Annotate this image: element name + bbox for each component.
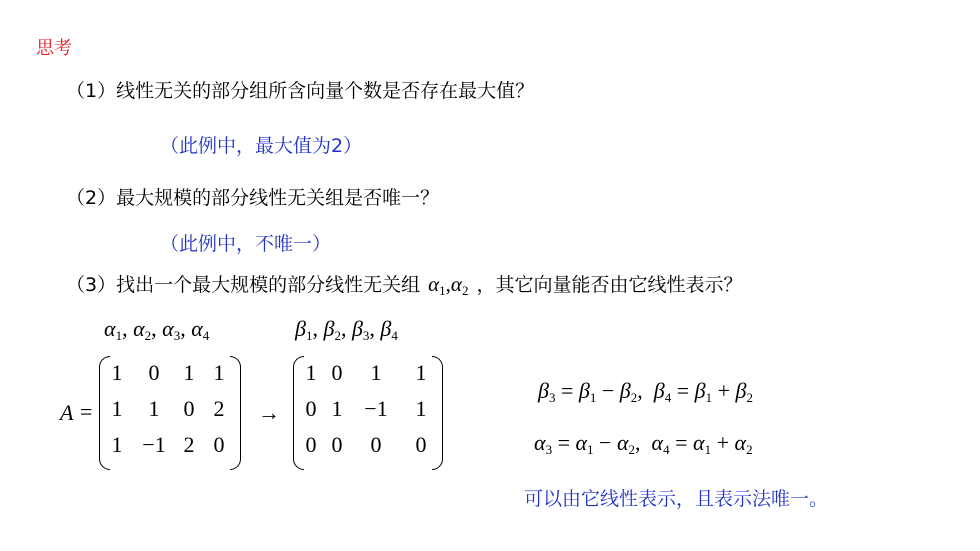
alpha-relations: $\alpha_3 = \alpha_1 - \alpha_2$, $\alpha_4 = \alpha_1 + \alpha_2$ (534, 430, 753, 457)
answer-1: （此例中，最大值为2） (160, 135, 363, 157)
matrix-cell: 1 (148, 396, 160, 421)
question-3 (66, 270, 743, 297)
conclusion: 可以由它线性表示，且表示法唯一。 (524, 488, 829, 510)
answer-2: （此例中，不唯一） (160, 233, 332, 255)
matrix-cell: 0 (331, 360, 343, 385)
matrix-cell: 0 (370, 432, 382, 457)
matrix-b (293, 356, 443, 468)
matrix-cell: 1 (111, 396, 123, 421)
matrix-a (99, 356, 241, 468)
matrix-cell: −1 (142, 432, 166, 457)
matrix-cell: 0 (415, 432, 427, 457)
matrix-cell: 1 (331, 396, 343, 421)
matrix-a-row (99, 432, 241, 468)
matrix-cell: 1 (415, 396, 427, 421)
matrix-cell: 1 (370, 360, 382, 385)
matrix-b-row (293, 432, 443, 468)
question-3-vectors: $\alpha_1,\alpha_2$ (428, 272, 469, 298)
matrix-b-row (293, 360, 443, 396)
matrix-cell: 2 (213, 396, 225, 421)
slide-title: 思考 (36, 38, 72, 59)
beta-relations: $\beta_3 = \beta_1 - \beta_2$, $\beta_4 = \beta_1 + \beta_2$ (538, 378, 753, 405)
question-2: （2）最大规模的部分线性无关组是否唯一？ (66, 187, 440, 209)
question-3-prefix: （3）找出一个最大规模的部分线性无关组 (66, 274, 421, 296)
matrix-cell: 0 (305, 432, 317, 457)
equals-sign: = (80, 399, 93, 424)
matrix-cell: 0 (305, 396, 317, 421)
matrix-a-row (99, 396, 241, 432)
matrix-name: A (60, 400, 74, 425)
matrix-cell: 1 (111, 360, 123, 385)
alpha-vector-labels: $\alpha_1$, $\alpha_2$, $\alpha_3$, $\alpha_4$ (104, 316, 210, 343)
matrix-cell: 1 (305, 360, 317, 385)
matrix-cell: 0 (183, 396, 195, 421)
matrix-cell: 1 (111, 432, 123, 457)
question-1: （1）线性无关的部分组所含向量个数是否存在最大值？ (66, 80, 535, 102)
matrix-cell: 0 (213, 432, 225, 457)
transform-arrow: → (258, 400, 280, 425)
matrix-cell: 2 (183, 432, 195, 457)
matrix-b-row (293, 396, 443, 432)
matrix-cell: 1 (415, 360, 427, 385)
matrix-a-row (99, 360, 241, 396)
matrix-cell: 0 (331, 432, 343, 457)
matrix-cell: 1 (213, 360, 225, 385)
question-3-suffix: ，其它向量能否由它线性表示？ (476, 274, 743, 296)
matrix-cell: 1 (183, 360, 195, 385)
matrix-cell: 0 (148, 360, 160, 385)
matrix-cell: −1 (364, 396, 388, 421)
beta-vector-labels: $\beta_1$, $\beta_2$, $\beta_3$, $\beta_4$ (295, 316, 398, 343)
